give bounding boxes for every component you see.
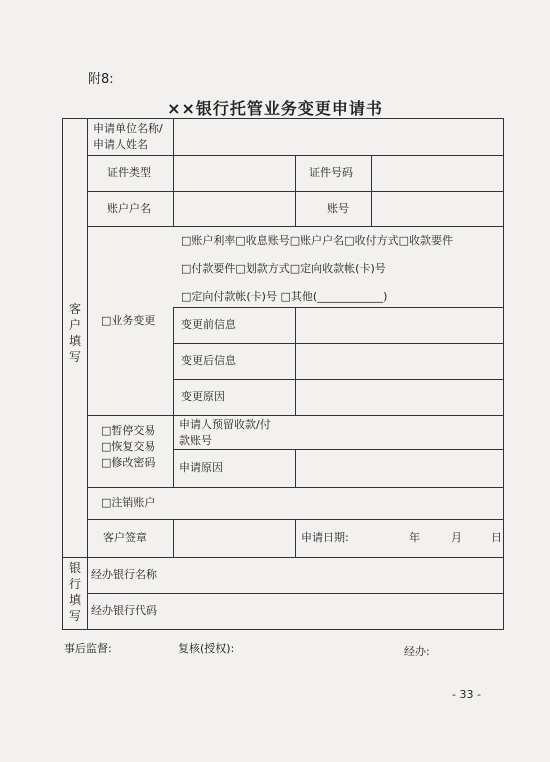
page-number: - 33 -	[452, 688, 481, 701]
before-change-label: 变更前信息	[181, 318, 236, 331]
apply-reason-label: 申请原因	[179, 461, 223, 474]
applicant-name-label-line1: 申请单位名称/	[93, 122, 163, 135]
col-divider	[173, 119, 174, 226]
section-row-divider	[63, 557, 503, 558]
change-password-checkbox[interactable]: □修改密码	[101, 456, 156, 469]
date-month-label: 月	[451, 531, 462, 544]
resume-trade-checkbox[interactable]: □恢复交易	[101, 440, 156, 453]
change-reason-label: 变更原因	[181, 390, 225, 403]
form-title: ××银行托管业务变更申请书	[167, 99, 383, 118]
after-change-label: 变更后信息	[181, 354, 236, 367]
row-divider	[87, 155, 503, 156]
section-divider	[87, 119, 88, 629]
supervision-label: 事后监督:	[64, 642, 112, 655]
row-divider	[173, 343, 503, 344]
review-label: 复核(授权):	[178, 642, 235, 655]
bank-name-label: 经办银行名称	[91, 568, 157, 581]
handler-label: 经办:	[404, 645, 430, 658]
row-divider	[173, 449, 503, 450]
row-divider	[87, 519, 503, 520]
row-divider	[87, 593, 503, 594]
row-divider	[173, 307, 503, 308]
customer-signature-label: 客户签章	[103, 531, 147, 544]
close-account-checkbox[interactable]: □注销账户	[101, 496, 156, 509]
col-divider	[173, 519, 174, 557]
reserved-account-label-line1: 申请人预留收款/付	[179, 418, 271, 431]
bank-code-label: 经办银行代码	[91, 604, 157, 617]
change-options-line3: □定向付款帐(卡)号 □其他(____________)	[181, 290, 388, 303]
id-number-label: 证件号码	[309, 166, 353, 179]
row-divider	[87, 487, 503, 488]
account-name-label: 账户户名	[107, 202, 151, 215]
annex-label: 附8:	[88, 72, 114, 87]
date-day-label: 日	[491, 531, 502, 544]
change-options-line1: □账户利率□收息账号□账户户名□收付方式□收款要件	[181, 234, 453, 247]
date-year-label: 年	[409, 531, 420, 544]
col-divider	[173, 307, 174, 487]
business-change-checkbox[interactable]: □业务变更	[101, 314, 156, 327]
apply-date-label: 申请日期:	[301, 531, 349, 544]
row-divider	[173, 379, 503, 380]
row-divider	[87, 226, 503, 227]
row-divider	[87, 191, 503, 192]
row-divider	[87, 415, 503, 416]
applicant-name-label-line2: 申请人姓名	[93, 138, 148, 151]
bank-section-label: 银行填写	[68, 561, 81, 623]
suspend-trade-checkbox[interactable]: □暂停交易	[101, 424, 156, 437]
id-type-label: 证件类型	[107, 166, 151, 179]
col-divider	[295, 449, 296, 487]
col-divider	[295, 307, 296, 415]
customer-section-label: 客户填写	[68, 302, 81, 364]
reserved-account-label-line2: 款账号	[179, 434, 212, 447]
account-number-label: 账号	[327, 202, 349, 215]
application-form	[62, 118, 504, 630]
col-divider	[295, 519, 296, 557]
change-options-line2: □付款要件□划款方式□定向收款帐(卡)号	[181, 262, 386, 275]
